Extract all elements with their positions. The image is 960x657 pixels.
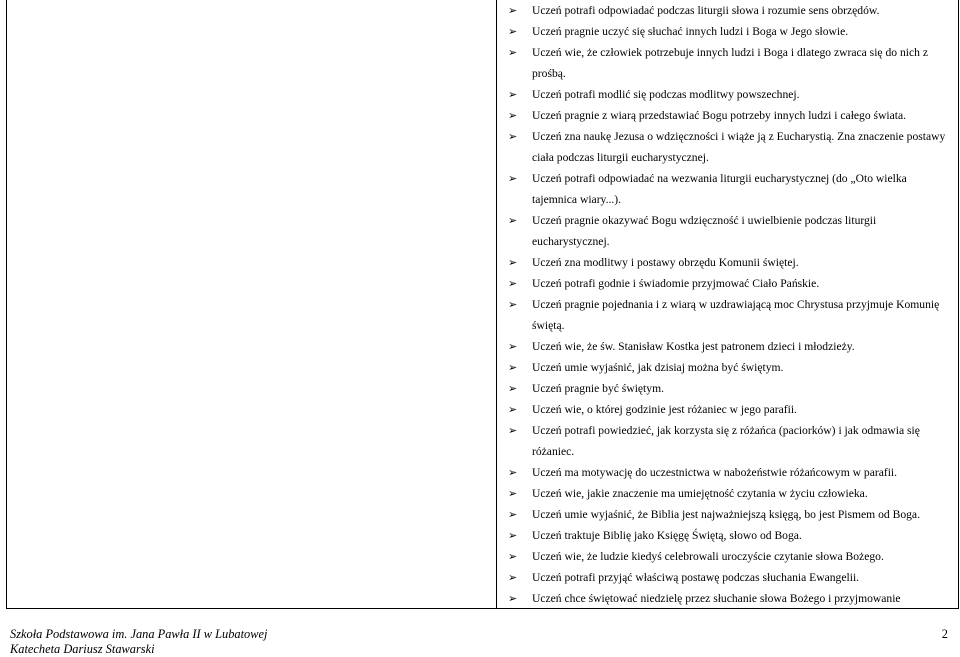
page-number: 2 (941, 627, 948, 641)
arrowhead-bullet-icon: ➢ (508, 487, 518, 500)
list-item (508, 420, 950, 462)
list-item (508, 294, 950, 336)
list-item-text: Uczeń wie, o której godzinie jest różaniec w jego parafii. (532, 403, 797, 416)
arrowhead-bullet-icon: ➢ (508, 172, 518, 185)
arrowhead-bullet-icon: ➢ (508, 403, 518, 416)
list-item (508, 105, 950, 126)
list-item (508, 525, 950, 546)
arrowhead-bullet-icon: ➢ (508, 25, 518, 38)
list-item-text: Uczeń umie wyjaśnić, że Biblia jest najważniejszą księgą, bo jest Pismem od Boga. (532, 508, 920, 521)
arrowhead-bullet-icon: ➢ (508, 88, 518, 101)
arrowhead-bullet-icon: ➢ (508, 529, 518, 542)
arrowhead-bullet-icon: ➢ (508, 361, 518, 374)
list-item (508, 168, 950, 210)
list-item-text: Uczeń pragnie okazywać Bogu wdzięczność i uwielbienie podczas liturgii eucharystycznej. (532, 214, 877, 248)
list-item (508, 210, 950, 252)
list-item (508, 21, 950, 42)
list-item-text: Uczeń potrafi odpowiadać podczas liturgii słowa i rozumie sens obrzędów. (532, 4, 880, 17)
arrowhead-bullet-icon: ➢ (508, 571, 518, 584)
column-divider (496, 0, 497, 609)
list-item-text: Uczeń potrafi modlić się podczas modlitwy powszechnej. (532, 88, 800, 101)
list-item (508, 0, 950, 21)
arrowhead-bullet-icon: ➢ (508, 466, 518, 479)
list-item (508, 378, 950, 399)
list-item (508, 462, 950, 483)
arrowhead-bullet-icon: ➢ (508, 214, 518, 227)
list-item-text: Uczeń potrafi przyjąć właściwą postawę podczas słuchania Ewangelii. (532, 571, 860, 584)
arrowhead-bullet-icon: ➢ (508, 508, 518, 521)
arrowhead-bullet-icon: ➢ (508, 424, 518, 437)
list-item-text: Uczeń wie, jakie znaczenie ma umiejętność czytania w życiu człowieka. (532, 487, 868, 500)
list-item (508, 399, 950, 420)
list-item-text: Uczeń wie, że św. Stanisław Kostka jest patronem dzieci i młodzieży. (532, 340, 855, 353)
list-item-text: Uczeń potrafi godnie i świadomie przyjmować Ciało Pańskie. (532, 277, 820, 290)
arrowhead-bullet-icon: ➢ (508, 256, 518, 269)
list-item (508, 483, 950, 504)
list-item (508, 357, 950, 378)
arrowhead-bullet-icon: ➢ (508, 277, 518, 290)
list-item-text: Uczeń ma motywację do uczestnictwa w nabożeństwie różańcowym w parafii. (532, 466, 898, 479)
arrowhead-bullet-icon: ➢ (508, 46, 518, 59)
list-item-text: Uczeń pragnie uczyć się słuchać innych ludzi i Boga w Jego słowie. (532, 25, 849, 38)
list-item (508, 252, 950, 273)
list-item-text: Uczeń potrafi odpowiadać na wezwania liturgii eucharystycznej (do „Oto wielka tajemnica wiary...). (532, 172, 907, 206)
arrowhead-bullet-icon: ➢ (508, 109, 518, 122)
list-item (508, 84, 950, 105)
list-item-text: Uczeń zna naukę Jezusa o wdzięczności i wiąże ją z Eucharystią. Zna znaczenie postawy ciała podczas liturgii eucharystycznej. (532, 130, 946, 164)
learning-outcomes-list (508, 0, 950, 609)
arrowhead-bullet-icon: ➢ (508, 298, 518, 311)
footer-author: Katecheta Dariusz Stawarski (10, 642, 155, 656)
arrowhead-bullet-icon: ➢ (508, 130, 518, 143)
list-item-text: Uczeń zna modlitwy i postawy obrzędu Komunii świętej. (532, 256, 799, 269)
list-item-text: Uczeń traktuje Biblię jako Księgę Świętą, słowo od Boga. (532, 529, 802, 542)
arrowhead-bullet-icon: ➢ (508, 340, 518, 353)
list-item-text: Uczeń chce świętować niedzielę przez słuchanie słowa Bożego i przyjmowanie (532, 592, 901, 605)
list-item (508, 504, 950, 525)
list-item (508, 42, 950, 84)
arrowhead-bullet-icon: ➢ (508, 4, 518, 17)
list-item-text: Uczeń wie, że człowiek potrzebuje innych ludzi i Boga i dlatego zwraca się do nich z prośbą. (532, 46, 928, 80)
list-item-text: Uczeń pragnie pojednania i z wiarą w uzdrawiającą moc Chrystusa przyjmuje Komunię świętą. (532, 298, 940, 332)
list-item (508, 336, 950, 357)
list-item (508, 567, 950, 588)
list-item-text: Uczeń wie, że ludzie kiedyś celebrowali uroczyście czytanie słowa Bożego. (532, 550, 884, 563)
arrowhead-bullet-icon: ➢ (508, 592, 518, 605)
list-item (508, 588, 950, 609)
list-item-text: Uczeń umie wyjaśnić, jak dzisiaj można być świętym. (532, 361, 784, 374)
list-item-text: Uczeń pragnie z wiarą przedstawiać Bogu potrzeby innych ludzi i całego świata. (532, 109, 907, 122)
arrowhead-bullet-icon: ➢ (508, 550, 518, 563)
list-item-text: Uczeń potrafi powiedzieć, jak korzysta się z różańca (paciorków) i jak odmawia się różaniec. (532, 424, 920, 458)
footer-school: Szkoła Podstawowa im. Jana Pawła II w Lubatowej (10, 627, 268, 641)
list-item-text: Uczeń pragnie być świętym. (532, 382, 664, 395)
list-item (508, 273, 950, 294)
list-item (508, 546, 950, 567)
arrowhead-bullet-icon: ➢ (508, 382, 518, 395)
list-item (508, 126, 950, 168)
